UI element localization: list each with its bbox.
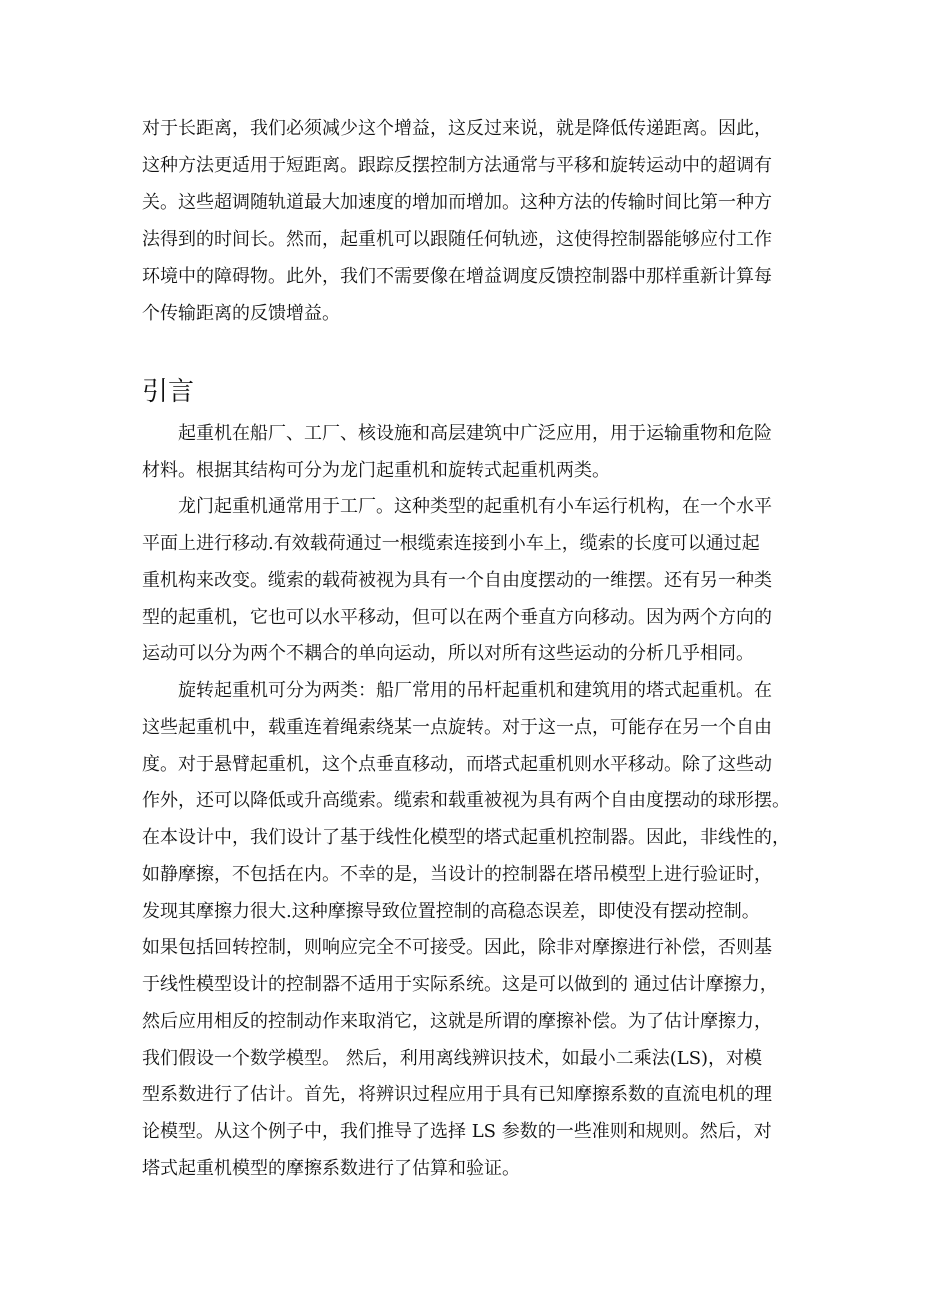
text-line: 个传输距离的反馈增益。	[142, 303, 340, 324]
text-line: 度。对于悬臂起重机，这个点垂直移动，而塔式起重机则水平移动。除了这些动	[142, 754, 772, 775]
text-line: 对于长距离，我们必须减少这个增益，这反过来说，就是降低传递距离。因此，	[142, 118, 772, 139]
text-line: 型系数进行了估计。首先，将辨识过程应用于具有已知摩擦系数的直流电机的理	[142, 1084, 772, 1105]
text-line: 重机构来改变。缆索的载荷被视为具有一个自由度摆动的一维摆。还有另一种类	[142, 570, 772, 591]
text-line: 如果包括回转控制，则响应完全不可接受。因此，除非对摩擦进行补偿，否则基	[142, 937, 772, 958]
text-line: 塔式起重机模型的摩擦系数进行了估算和验证。	[142, 1158, 520, 1179]
text-line: 材料。根据其结构可分为龙门起重机和旋转式起重机两类。	[142, 460, 610, 481]
text-line: 龙门起重机通常用于工厂。这种类型的起重机有小车运行机构，在一个水平	[142, 496, 772, 517]
text-line: 关。这些超调随轨道最大加速度的增加而增加。这种方法的传输时间比第一种方	[142, 192, 772, 213]
text-line: 起重机在船厂、工厂、核设施和高层建筑中广泛应用，用于运输重物和危险	[142, 423, 772, 444]
text-line: 环境中的障碍物。此外，我们不需要像在增益调度反馈控制器中那样重新计算每	[142, 266, 772, 287]
text-line: 法得到的时间长。然而，起重机可以跟随任何轨迹，这使得控制器能够应付工作	[142, 229, 772, 250]
text-line: 于线性模型设计的控制器不适用于实际系统。这是可以做到的 通过估计摩擦力，	[142, 974, 778, 995]
text-line: 我们假设一个数学模型。 然后，利用离线辨识技术，如最小二乘法(LS)，对模	[142, 1048, 763, 1069]
text-line: 发现其摩擦力很大.这种摩擦导致位置控制的高稳态误差，即使没有摆动控制。	[142, 901, 760, 922]
text-line: 平面上进行移动.有效载荷通过一根缆索连接到小车上，缆索的长度可以通过起	[142, 533, 760, 554]
text-line: 作外，还可以降低或升高缆索。缆索和载重被视为具有两个自由度摆动的球形摆。	[142, 790, 790, 811]
text-line: 运动可以分为两个不耦合的单向运动，所以对所有这些运动的分析几乎相同。	[142, 643, 754, 664]
text-line: 这种方法更适用于短距离。跟踪反摆控制方法通常与平移和旋转运动中的超调有	[142, 155, 772, 176]
text-line: 论模型。从这个例子中，我们推导了选择 LS 参数的一些准则和规则。然后，对	[142, 1121, 772, 1142]
text-line: 如静摩擦，不包括在内。不幸的是，当设计的控制器在塔吊模型上进行验证时，	[142, 864, 772, 885]
text-line: 在本设计中，我们设计了基于线性化模型的塔式起重机控制器。因此，非线性的，	[142, 827, 790, 848]
text-line: 旋转起重机可分为两类：船厂常用的吊杆起重机和建筑用的塔式起重机。在	[142, 680, 772, 701]
section-heading: 引言	[142, 377, 195, 407]
text-line: 这些起重机中，载重连着绳索绕某一点旋转。对于这一点，可能存在另一个自由	[142, 717, 772, 738]
text-line: 然后应用相反的控制动作来取消它，这就是所谓的摩擦补偿。为了估计摩擦力，	[142, 1011, 772, 1032]
text-line: 型的起重机，它也可以水平移动，但可以在两个垂直方向移动。因为两个方向的	[142, 607, 772, 628]
